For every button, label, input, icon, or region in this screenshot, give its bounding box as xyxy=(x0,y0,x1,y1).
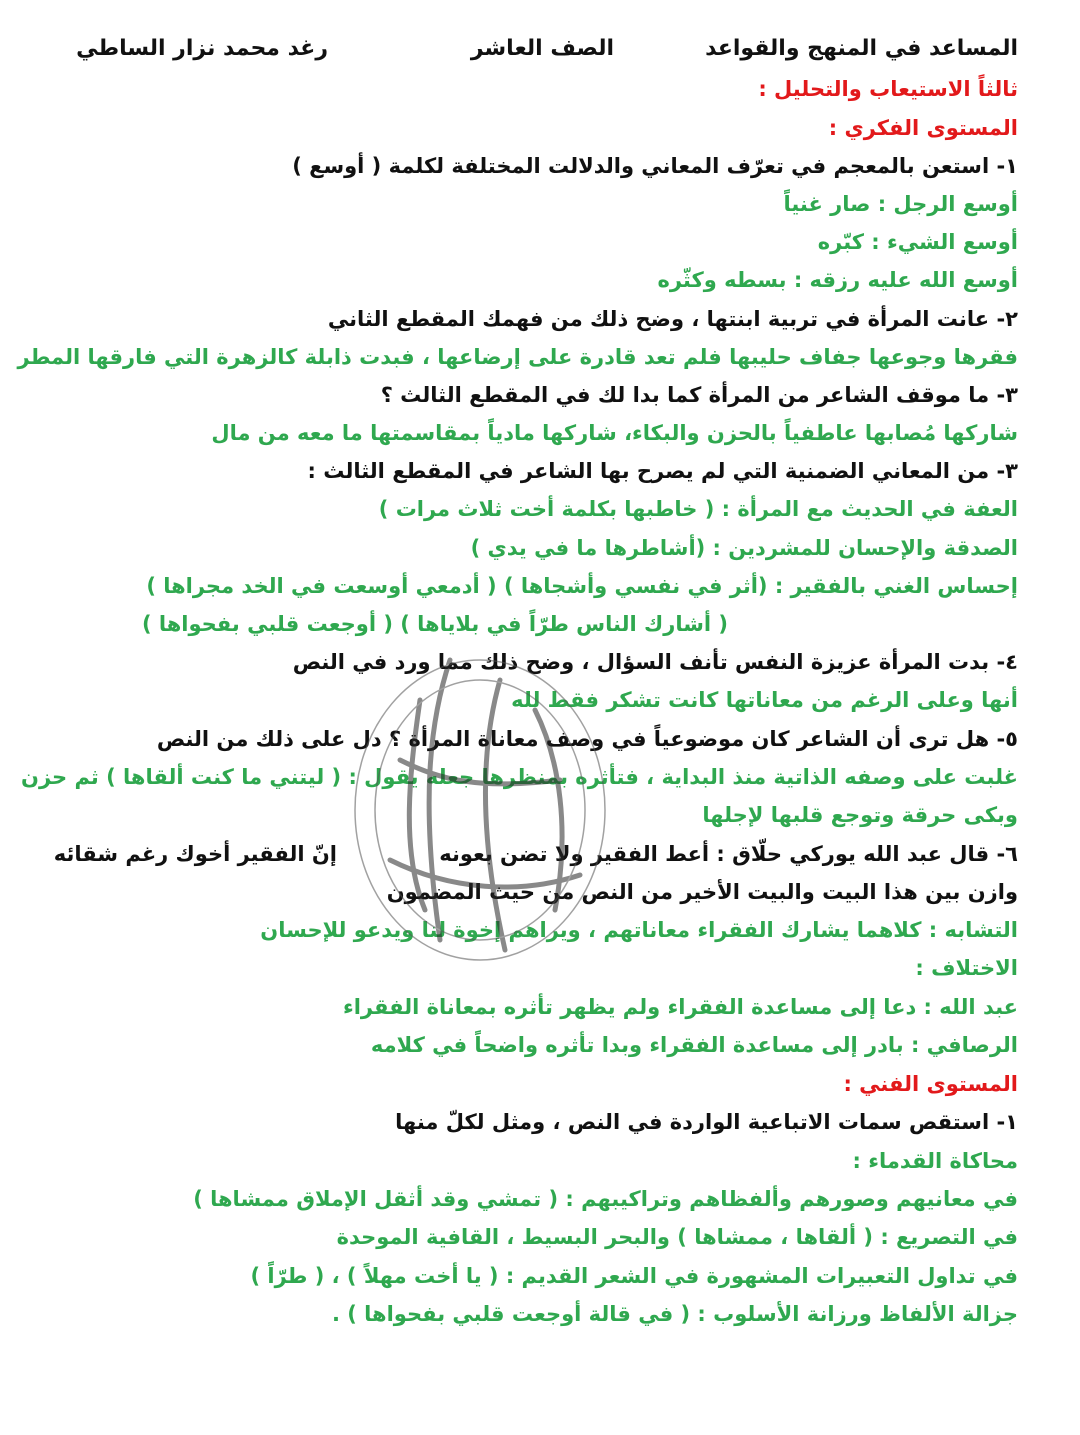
q2-question: ٢- عانت المرأة في تربية ابنتها ، وضح ذلك من فهمك المقطع الثاني xyxy=(327,307,1018,331)
q6-question-cont: وازن بين هذا البيت والبيت الأخير من النص من حيث المضمون xyxy=(386,880,1018,904)
q6-difference-title: الاختلاف : xyxy=(915,956,1018,980)
section-title: ثالثاً الاستيعاب والتحليل : xyxy=(758,77,1018,101)
q5-question: ٥- هل ترى أن الشاعر كان موضوعياً في وصف معاناة المرأة ؟ دل على ذلك من النص xyxy=(156,727,1018,751)
q6-verse-second: إنّ الفقير أخوك رغم شقائه xyxy=(53,842,337,866)
q3-question: ٣- ما موقف الشاعر من المرأة كما بدا لك في المقطع الثالث ؟ xyxy=(380,383,1018,407)
level-intellectual-heading: المستوى الفكري : xyxy=(828,116,1018,140)
q4-answer: أنها وعلى الرغم من معاناتها كانت تشكر فقط لله xyxy=(511,688,1018,712)
a1-answer-4: جزالة الألفاظ ورزانة الأسلوب : ( في قالة أوجعت قلبي بفحواها ) . xyxy=(331,1302,1018,1326)
q3b-answer-1: العفة في الحديث مع المرأة : ( خاطبها بكلمة أخت ثلاث مرات ) xyxy=(378,497,1018,521)
calligraphy-watermark xyxy=(330,640,630,970)
q2-answer: فقرها وجوعها جفاف حليبها فلم تعد قادرة على إرضاعها ، فبدت ذابلة كالزهرة التي فارقها المطر xyxy=(17,345,1018,369)
a1-answer-1: في معانيهم وصورهم وألفظاهم وتراكيبهم : ( تمشي وقد أثقل الإملاق ممشاها ) xyxy=(193,1187,1018,1211)
q3b-answer-3: إحساس الغني بالفقير : (أثر في نفسي وأشجاها ) ( أدمعي أوسعت في الخد مجراها ) xyxy=(146,574,1018,598)
q6-difference-2: الرصافي : بادر إلى مساعدة الفقراء وبدا تأثره واضحاً في كلامه xyxy=(370,1033,1018,1057)
q4-question: ٤- بدت المرأة عزيزة النفس تأنف السؤال ، وضح ذلك مما ورد في النص xyxy=(292,650,1018,674)
q5-answer-1: غلبت على وصفه الذاتية منذ البداية ، فتأثره بمنظرها جعله يقول : ( ليتني ما كنت ألقاها ) ثم حزن xyxy=(21,765,1018,789)
a1-subtitle: محاكاة القدماء : xyxy=(852,1149,1018,1173)
q3b-question: ٣- من المعاني الضمنية التي لم يصرح بها الشاعر في المقطع الثالث : xyxy=(307,459,1018,483)
q1-answer-1: أوسع الرجل : صار غنياً xyxy=(783,192,1018,216)
header-grade: الصف العاشر xyxy=(470,36,614,61)
q1-question: ١- استعن بالمعجم في تعرّف المعاني والدلالت المختلفة لكلمة ( أوسع ) xyxy=(292,154,1018,178)
q6-similarity: التشابه : كلاهما يشارك الفقراء معاناتهم ، ويراهم إخوة لنا ويدعو للإحسان xyxy=(260,918,1018,942)
q1-answer-2: أوسع الشيء : كبّره xyxy=(817,230,1018,254)
a1-answer-3: في تداول التعبيرات المشهورة في الشعر القديم : ( يا أخت مهلاً ) ، ( طرّاً ) xyxy=(250,1264,1018,1288)
header-author: رغد محمد نزار الساطي xyxy=(76,36,328,61)
a1-question: ١- استقص سمات الاتباعية الواردة في النص ، ومثل لكلّ منها xyxy=(395,1110,1018,1134)
q3-answer: شاركها مُصابها عاطفياً بالحزن والبكاء، شاركها مادياً بمقاسمتها ما معه من مال xyxy=(211,421,1018,445)
q5-answer-2: وبكى حرقة وتوجع قلبها لإجلها xyxy=(702,803,1018,827)
level-artistic-heading: المستوى الفني : xyxy=(843,1072,1018,1096)
q6-difference-1: عبد الله : دعا إلى مساعدة الفقراء ولم يظهر تأثره بمعاناة الفقراء xyxy=(342,995,1018,1019)
a1-answer-2: في التصريع : ( ألقاها ، ممشاها ) والبحر البسيط ، القافية الموحدة xyxy=(336,1225,1018,1249)
q1-answer-3: أوسع الله عليه رزقه : بسطه وكثّره xyxy=(657,268,1018,292)
q6-question: ٦- قال عبد الله يوركي حلّاق : أعط الفقير ولا تضن بعونه xyxy=(439,842,1018,866)
header-subject: المساعد في المنهج والقواعد xyxy=(705,36,1018,61)
q3b-answer-2: الصدقة والإحسان للمشردين : (أشاطرها ما في يدي ) xyxy=(470,536,1018,560)
q3b-answer-4: ( أشارك الناس طرّاً في بلاياها ) ( أوجعت قلبي بفحواها ) xyxy=(141,612,728,636)
